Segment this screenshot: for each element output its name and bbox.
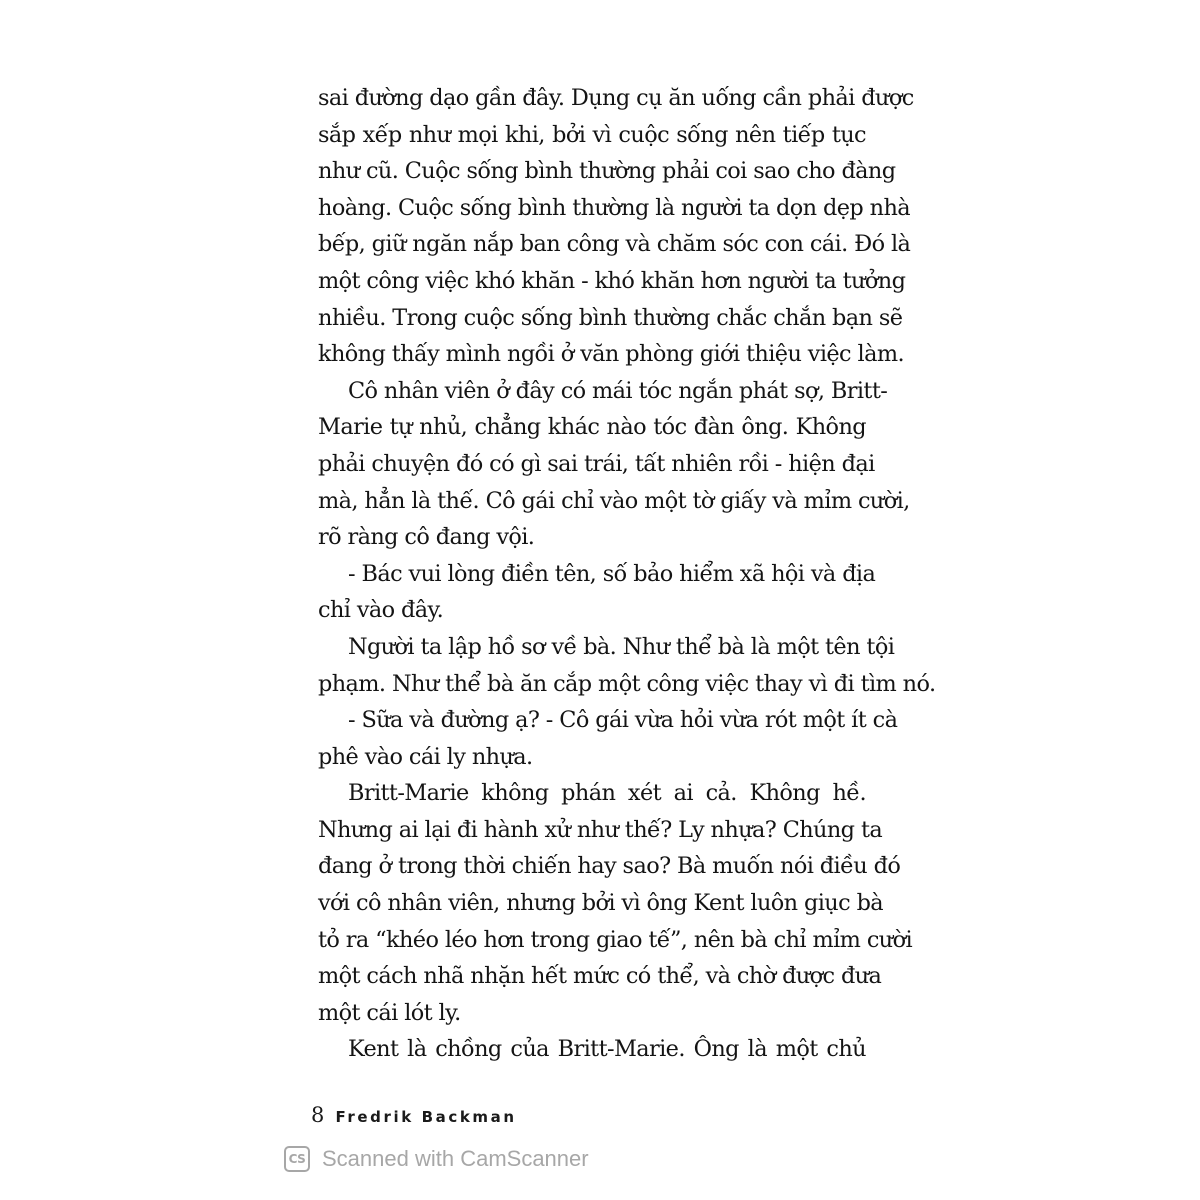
paragraph-start-line: Người ta lập hồ sơ về bà. Như thể bà là một tên tội	[348, 633, 895, 660]
page-footer	[311, 1103, 517, 1127]
dialogue-line: - Sữa và đường ạ? - Cô gái vừa hỏi vừa rót một ít cà	[348, 707, 898, 734]
text-line: sai đường dạo gần đây. Dụng cụ ăn uống cần phải được	[318, 85, 914, 111]
watermark-text: Scanned with CamScanner	[322, 1146, 589, 1171]
text-line: sắp xếp như mọi khi, bởi vì cuộc sống nên tiếp tục	[318, 121, 866, 148]
author-name: Fredrik Backman	[335, 1108, 517, 1126]
text-line: Marie tự nhủ, chẳng khác nào tóc đàn ông. Không	[318, 414, 866, 441]
text-line: một công việc khó khăn - khó khăn hơn người ta tưởng	[318, 267, 906, 294]
text-line: một cách nhã nhặn hết mức có thể, và chờ được đưa	[318, 963, 882, 990]
camscanner-logo-icon: CS	[284, 1146, 310, 1172]
text-line: với cô nhân viên, nhưng bởi vì ông Kent luôn giục bà	[318, 890, 884, 917]
text-line: phê vào cái ly nhựa.	[318, 743, 533, 770]
body-text	[318, 80, 936, 1068]
text-line: như cũ. Cuộc sống bình thường phải coi sao cho đàng	[318, 158, 896, 185]
text-line: Nhưng ai lại đi hành xử như thế? Ly nhựa? Chúng ta	[318, 816, 883, 843]
text-line: rõ ràng cô đang vội.	[318, 524, 535, 551]
text-line: nhiều. Trong cuộc sống bình thường chắc chắn bạn sẽ	[318, 304, 903, 331]
text-line: phải chuyện đó có gì sai trái, tất nhiên rồi - hiện đại	[318, 450, 875, 477]
text-line: một cái lót ly.	[318, 999, 461, 1026]
text-line: hoàng. Cuộc sống bình thường là người ta dọn dẹp nhà	[318, 194, 911, 221]
paragraph-start-line: Kent là chồng của Britt-Marie. Ông là một chủ	[348, 1036, 866, 1063]
text-line: đang ở trong thời chiến hay sao? Bà muốn nói điều đó	[318, 853, 901, 880]
page-number: 8	[311, 1103, 325, 1127]
text-line: phạm. Như thể bà ăn cắp một công việc thay vì đi tìm nó.	[318, 670, 936, 697]
camscanner-watermark	[284, 1146, 589, 1172]
text-line: bếp, giữ ngăn nắp ban công và chăm sóc con cái. Đó là	[318, 231, 911, 258]
text-line: tỏ ra “khéo léo hơn trong giao tế”, nên bà chỉ mỉm cười	[318, 926, 913, 953]
text-line: không thấy mình ngồi ở văn phòng giới thiệu việc làm.	[318, 341, 904, 368]
dialogue-line: - Bác vui lòng điền tên, số bảo hiểm xã hội và địa	[348, 560, 876, 587]
text-line: mà, hẳn là thế. Cô gái chỉ vào một tờ giấy và mỉm cười,	[318, 487, 910, 514]
paragraph-start-line: Cô nhân viên ở đây có mái tóc ngắn phát sợ, Britt-	[348, 377, 888, 404]
paragraph-start-line: Britt-Marie không phán xét ai cả. Không hề.	[348, 780, 866, 807]
text-line: chỉ vào đây.	[318, 597, 444, 624]
